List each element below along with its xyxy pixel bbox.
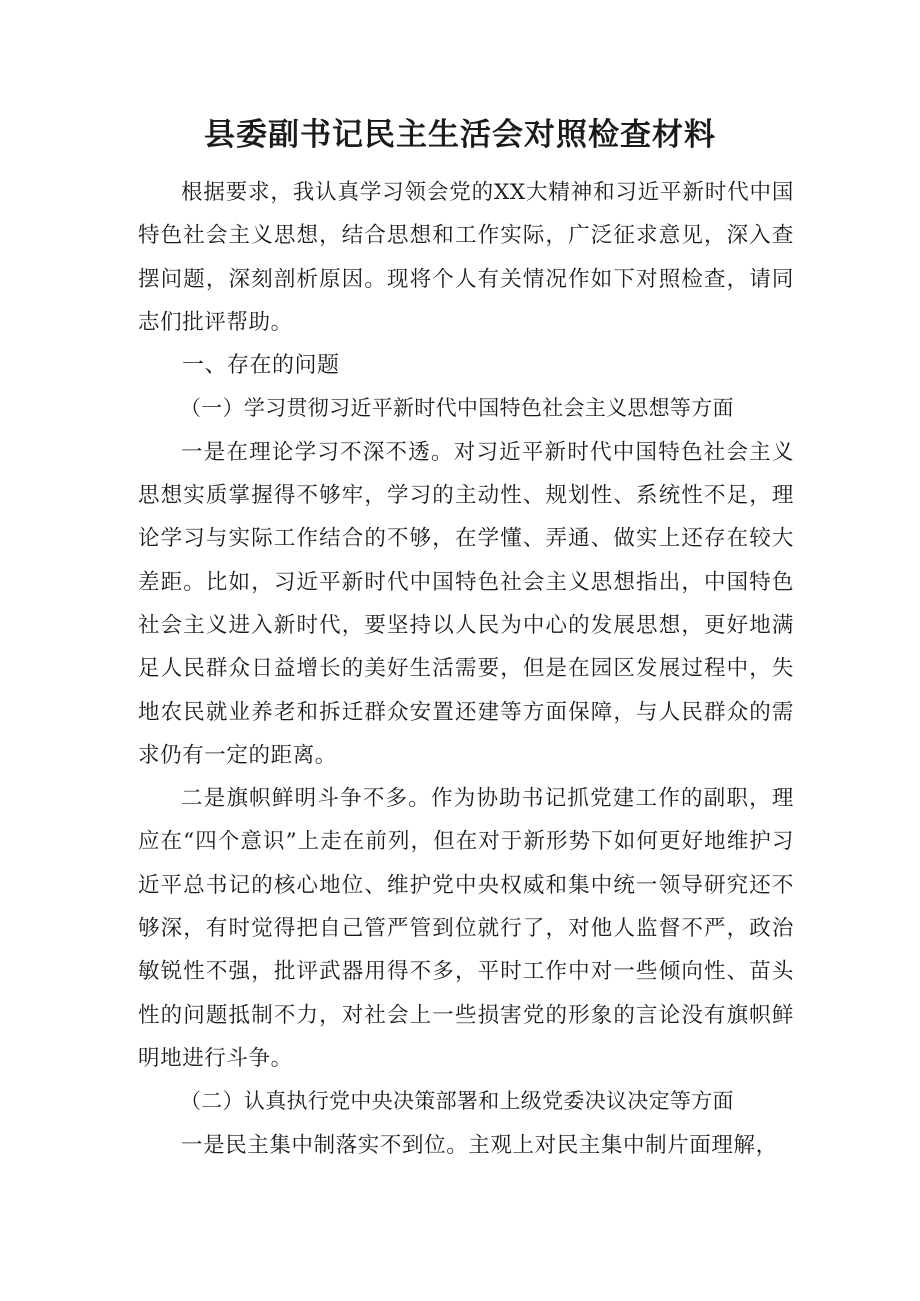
section-heading-problems: 一、存在的问题 xyxy=(182,353,340,379)
paragraph-struggle: 二是旗帜鲜明斗争不多。作为协助书记抓党建工作的副职，理应在“四个意识”上走在前列，但在对于新形势下如何更好地维护习近平总书记的核心地位、维护党中央权威和集中统一领导研究还不够深，有时觉得把自己管严管到位就行了，对他人监督不严，政治敏锐性不强，批评武器用得不多，平时工作中对一些倾向性、苗头性的问题抵制不力，对社会上一些损害党的形象的言论没有旗帜鲜明地进行斗争。 xyxy=(138,786,794,1071)
paragraph-theory-study: 一是在理论学习不深不透。对习近平新时代中国特色社会主义思想实质掌握得不够牢，学习的主动性、规划性、系统性不足，理论学习与实际工作结合的不够，在学懂、弄通、做实上还存在较大差距。比如，习近平新时代中国特色社会主义思想指出，中国特色社会主义进入新时代，要坚持以人民为中心的发展思想，更好地满足人民群众日益增长的美好生活需要，但是在园区发展过程中，失地农民就业养老和拆迁群众安置还建等方面保障，与人民群众的需求仍有一定的距离。 xyxy=(138,439,794,768)
document-body xyxy=(138,171,794,1167)
subsection-heading-1: （一）学习贯彻习近平新时代中国特色社会主义思想等方面 xyxy=(180,396,734,421)
subsection-heading-2: （二）认真执行党中央决策部署和上级党委决议决定等方面 xyxy=(180,1089,734,1114)
paragraph-democratic-centralism: 一是民主集中制落实不到位。主观上对民主集中制片面理解， xyxy=(181,1132,778,1158)
document-title: 县委副书记民主生活会对照检查材料 xyxy=(204,117,716,153)
intro-paragraph: 根据要求，我认真学习领会党的XX大精神和习近平新时代中国特色社会主义思想，结合思想和工作实际，广泛征求意见，深入查摆问题，深刻剖析原因。现将个人有关情况作如下对照检查，请同志们批评帮助。 xyxy=(138,180,794,335)
